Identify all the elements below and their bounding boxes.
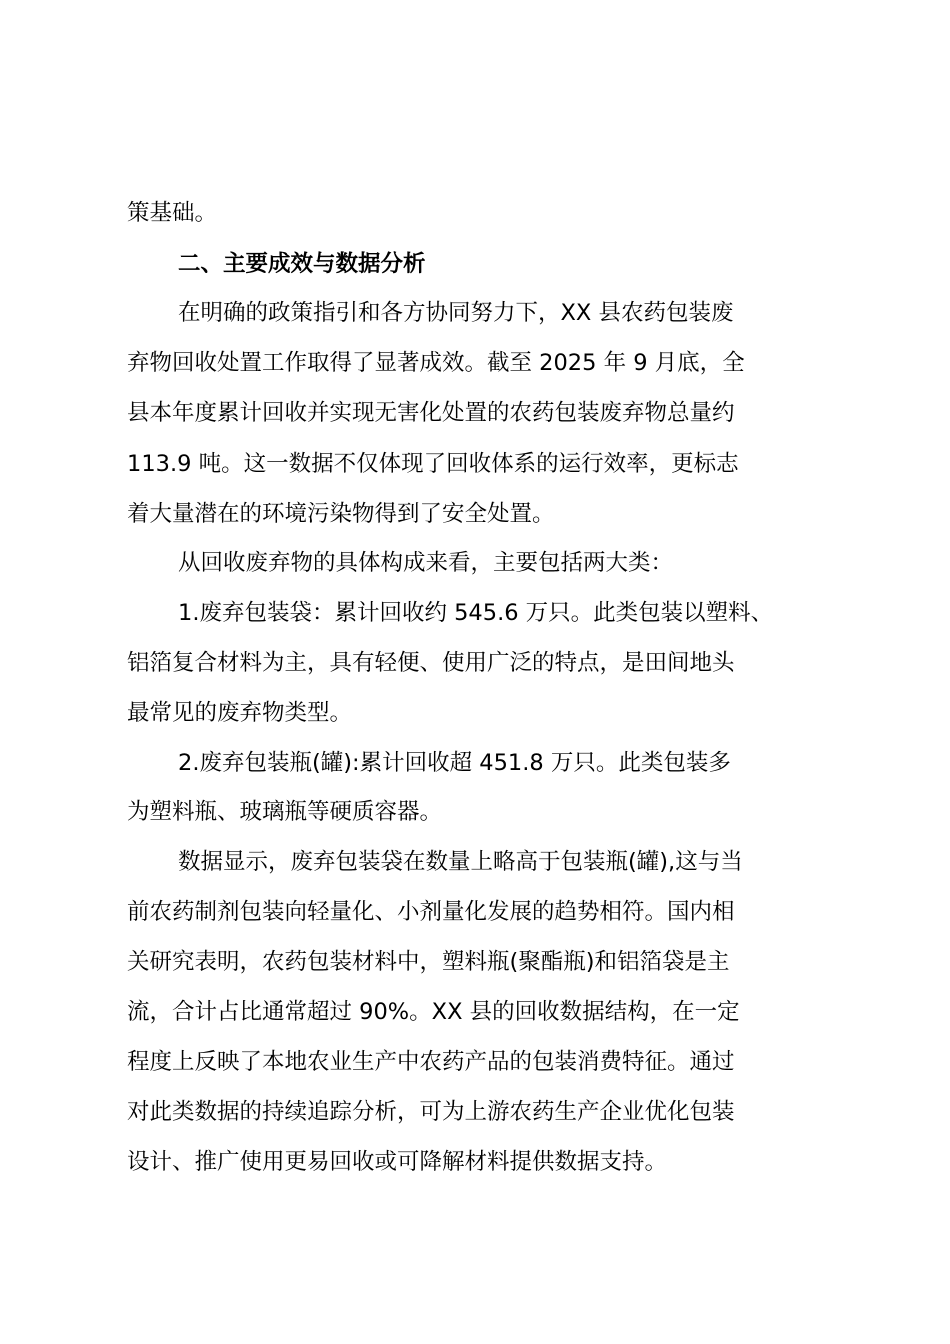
paragraph-line: 程度上反映了本地农业生产中农药产品的包装消费特征。通过 xyxy=(127,1049,735,1075)
list-item-line: 铝箔复合材料为主，具有轻便、使用广泛的特点，是田间地头 xyxy=(127,650,735,676)
paragraph-line: 在明确的政策指引和各方协同努力下，XX 县农药包装废 xyxy=(178,300,734,326)
paragraph-line: 着大量潜在的环境污染物得到了安全处置。 xyxy=(127,501,555,527)
paragraph-line: 关研究表明，农药包装材料中，塑料瓶(聚酯瓶)和铝箔袋是主 xyxy=(127,949,730,975)
list-item-line: 2.废弃包装瓶(罐):累计回收超 451.8 万只。此类包装多 xyxy=(178,750,731,776)
paragraph-line: 113.9 吨。这一数据不仅体现了回收体系的运行效率，更标志 xyxy=(127,451,739,477)
continuation-text: 策基础。 xyxy=(127,200,218,226)
list-item-line: 最常见的废弃物类型。 xyxy=(127,700,353,726)
section-heading: 二、主要成效与数据分析 xyxy=(178,251,426,277)
paragraph-line: 对此类数据的持续追踪分析，可为上游农药生产企业优化包装 xyxy=(127,1099,735,1125)
paragraph-line: 流，合计占比通常超过 90%。XX 县的回收数据结构，在一定 xyxy=(127,999,740,1025)
paragraph-line: 弃物回收处置工作取得了显著成效。截至 2025 年 9 月底，全 xyxy=(127,350,745,376)
list-item-line: 1.废弃包装袋：累计回收约 545.6 万只。此类包装以塑料、 xyxy=(178,600,774,626)
list-item-line: 为塑料瓶、玻璃瓶等硬质容器。 xyxy=(127,799,443,825)
paragraph-line: 数据显示，废弃包装袋在数量上略高于包装瓶(罐),这与当 xyxy=(178,849,743,875)
paragraph-line: 前农药制剂包装向轻量化、小剂量化发展的趋势相符。国内相 xyxy=(127,899,735,925)
paragraph-line: 设计、推广使用更易回收或可降解材料提供数据支持。 xyxy=(127,1149,668,1175)
paragraph-line: 从回收废弃物的具体构成来看，主要包括两大类： xyxy=(178,550,674,576)
paragraph-line: 县本年度累计回收并实现无害化处置的农药包装废弃物总量约 xyxy=(127,400,735,426)
